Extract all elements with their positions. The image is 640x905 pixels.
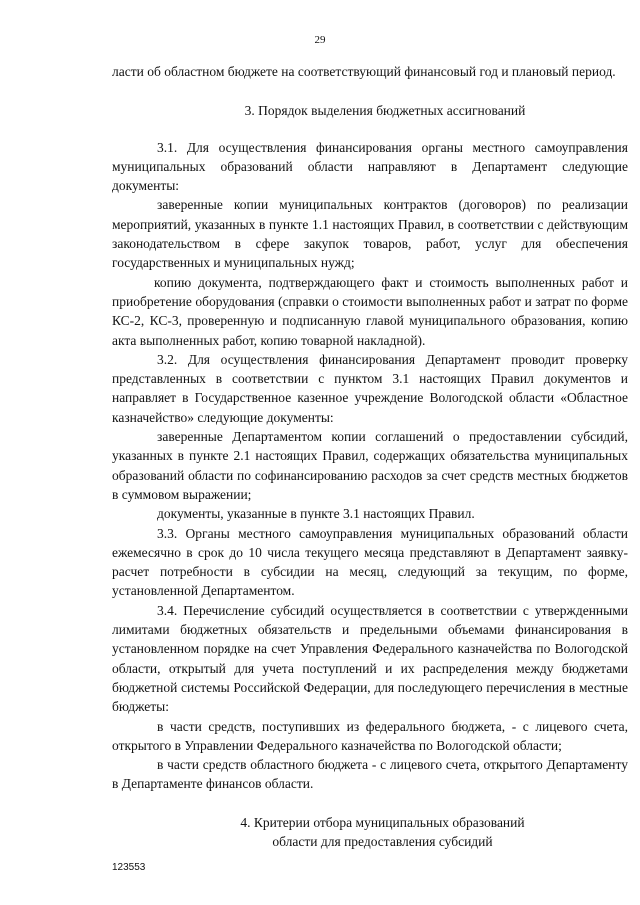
paragraph-3-4: 3.4. Перечисление субсидий осуществляется в соответствии с утвержденными лимитами бюджетных обязательств и предельными объемами финансирования в установленном порядке на счет Управления Федерального казначейства по Вологодской области, открытый для учета поступлений и их распределения между бюджетами бюджетной системы Российской Федерации, для последующего перечисления в местные бюджеты: <box>112 602 628 715</box>
paragraph-3-3: 3.3. Органы местного самоуправления муниципальных образований области ежемесячно в срок до 10 числа текущего месяца представляют в Департамент заявку-расчет потребности в субсидии на месяц, следующий за текущим, по форме, установленной Департаментом. <box>112 525 628 599</box>
paragraph-3-2-a: заверенные Департаментом копии соглашений о предоставлении субсидий, указанных в пункте 2.1 настоящих Правил, содержащих обязательства муниципальных образований области по софинансированию расходов за счет средств местных бюджетов в суммовом выражении; <box>112 429 628 502</box>
paragraph-3-1: 3.1. Для осуществления финансирования органы местного самоуправления муниципальных образований области направляют в Департамент следующие документы: <box>112 139 628 194</box>
page-number: 29 <box>314 34 326 46</box>
section-3-heading: 3. Порядок выделения бюджетных ассигнований <box>244 103 526 119</box>
paragraph-3-1-b: копию документа, подтверждающего факт и стоимость выполненных работ и приобретение оборудования (справки о стоимости выполненных работ и затрат по форме КС-2, КС-3, проверенную и подписанную главой муниципального образования, копию акта выполненных работ, копию товарной накладной). <box>112 274 628 348</box>
paragraph-3-1-a: заверенные копии муниципальных контрактов (договоров) по реализации мероприятий, указанных в пункте 1.1 настоящих Правил, в соответствии с действующим законодательством в сфере закупок товаров, работ, услуг для обеспечения государственных и муниципальных нужд; <box>112 197 628 271</box>
paragraph-3-2: 3.2. Для осуществления финансирования Департамент проводит проверку представленных в соответствии с пунктом 3.1 настоящих Правил документов и направляет в Государственное казенное учреждение Вологодской области «Областное казначейство» следующие документы: <box>112 351 628 425</box>
section-4-heading-line-1: 4. Критерии отбора муниципальных образований <box>240 814 525 830</box>
intro-paragraph: ласти об областном бюджете на соответствующий финансовый год и плановый период. <box>112 64 616 79</box>
paragraph-3-2-b: документы, указанные в пункте 3.1 настоящих Правил. <box>157 506 475 522</box>
document-body <box>112 62 628 851</box>
paragraph-3-4-b: в части средств областного бюджета - с лицевого счета, открытого Департаменту в Департаменте финансов области. <box>112 757 628 792</box>
paragraph-3-4-a: в части средств, поступивших из федерального бюджета, - с лицевого счета, открытого в Управлении Федерального казначейства по Вологодской области; <box>112 718 628 753</box>
footer-document-code: 123553 <box>112 862 146 873</box>
section-4-heading-line-2: области для предоставления субсидий <box>272 833 493 849</box>
